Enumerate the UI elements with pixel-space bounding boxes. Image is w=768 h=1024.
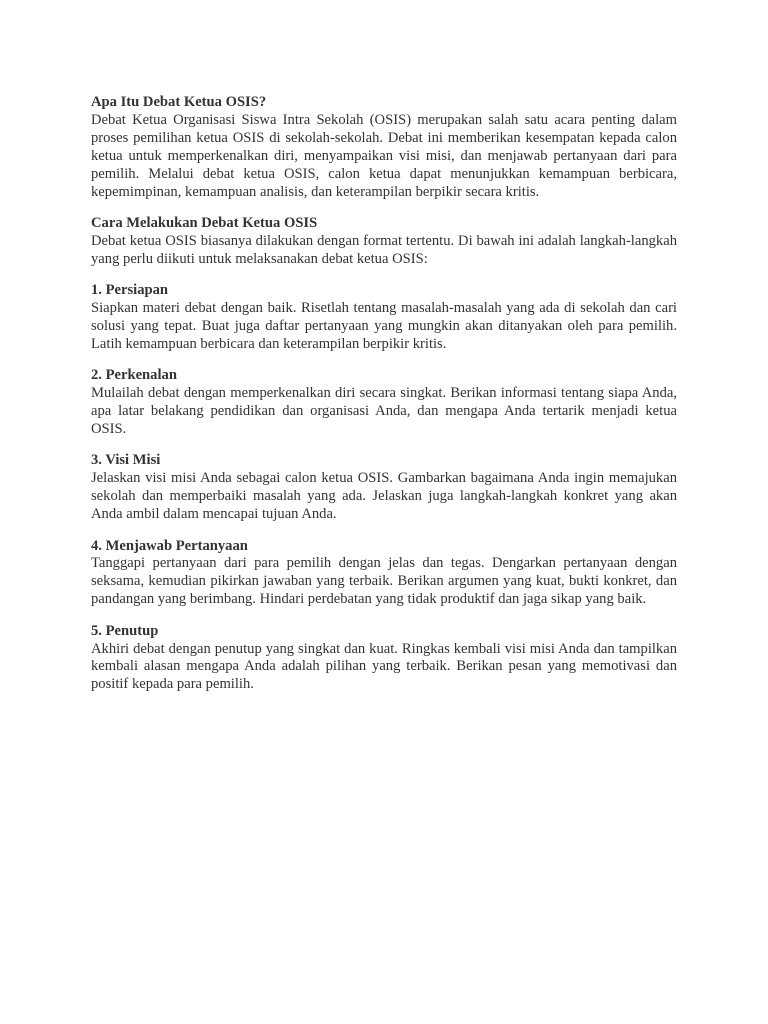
- section-visi-misi: [91, 452, 677, 524]
- section-title: 5. Penutup: [91, 622, 159, 639]
- section-perkenalan: [91, 367, 677, 439]
- section-body: Jelaskan visi misi Anda sebagai calon ketua OSIS. Gambarkan bagaimana Anda ingin memajukan sekolah dan memperbaiki masalah yang ada. Jelaskan juga langkah-langkah konkret yang akan Anda ambil dalam mencapai tujuan Anda.: [91, 470, 677, 523]
- section-body: Akhiri debat dengan penutup yang singkat dan kuat. Ringkas kembali visi misi Anda dan tampilkan kembali alasan mengapa Anda adalah pilihan yang terbaik. Berikan pesan yang memotivasi dan positif kepada para pemilih.: [91, 640, 677, 693]
- section-title: Cara Melakukan Debat Ketua OSIS: [91, 214, 318, 231]
- section-menjawab-pertanyaan: [91, 538, 677, 610]
- section-body: Mulailah debat dengan memperkenalkan diri secara singkat. Berikan informasi tentang siapa Anda, apa latar belakang pendidikan dan organisasi Anda, dan mengapa Anda tertarik menjadi ketua OSIS.: [91, 385, 677, 437]
- section-body: Debat ketua OSIS biasanya dilakukan dengan format tertentu. Di bawah ini adalah langkah-langkah yang perlu diikuti untuk melaksanakan debat ketua OSIS:: [91, 232, 677, 267]
- section-title: 3. Visi Misi: [91, 452, 161, 469]
- section-title: Apa Itu Debat Ketua OSIS?: [91, 94, 267, 110]
- section-body: Tanggapi pertanyaan dari para pemilih dengan jelas dan tegas. Dengarkan pertanyaan dengan seksama, kemudian pikirkan jawaban yang terbaik. Berikan argumen yang kuat, bukti konkret, dan pandangan yang berimbang. Hindari perdebatan yang tidak produktif dan jaga sikap yang baik.: [91, 555, 677, 608]
- section-apa-itu: [91, 94, 677, 201]
- document-page: [91, 94, 677, 708]
- section-title: 1. Persiapan: [91, 282, 169, 299]
- section-title: 2. Perkenalan: [91, 367, 177, 384]
- section-persiapan: [91, 282, 677, 354]
- section-body: Siapkan materi debat dengan baik. Risetlah tentang masalah-masalah yang ada di sekolah dan cari solusi yang tepat. Buat juga daftar pertanyaan yang mungkin akan ditanyakan oleh para pemilih. Latih kemampuan berbicara dan keterampilan berpikir kritis.: [91, 300, 677, 352]
- section-cara-melakukan: [91, 215, 677, 269]
- section-penutup: [91, 623, 677, 695]
- section-title: 4. Menjawab Pertanyaan: [91, 537, 248, 554]
- section-body: Debat Ketua Organisasi Siswa Intra Sekolah (OSIS) merupakan salah satu acara penting dalam proses pemilihan ketua OSIS di sekolah-sekolah. Debat ini memberikan kesempatan kepada calon ketua untuk memperkenalkan diri, menyampaikan visi misi, dan menjawab pertanyaan dari para pemilih. Melalui debat ketua OSIS, calon ketua dapat menunjukkan kemampuan berbicara, kepemimpinan, kemampuan analisis, dan keterampilan berpikir secara kritis.: [91, 111, 677, 200]
